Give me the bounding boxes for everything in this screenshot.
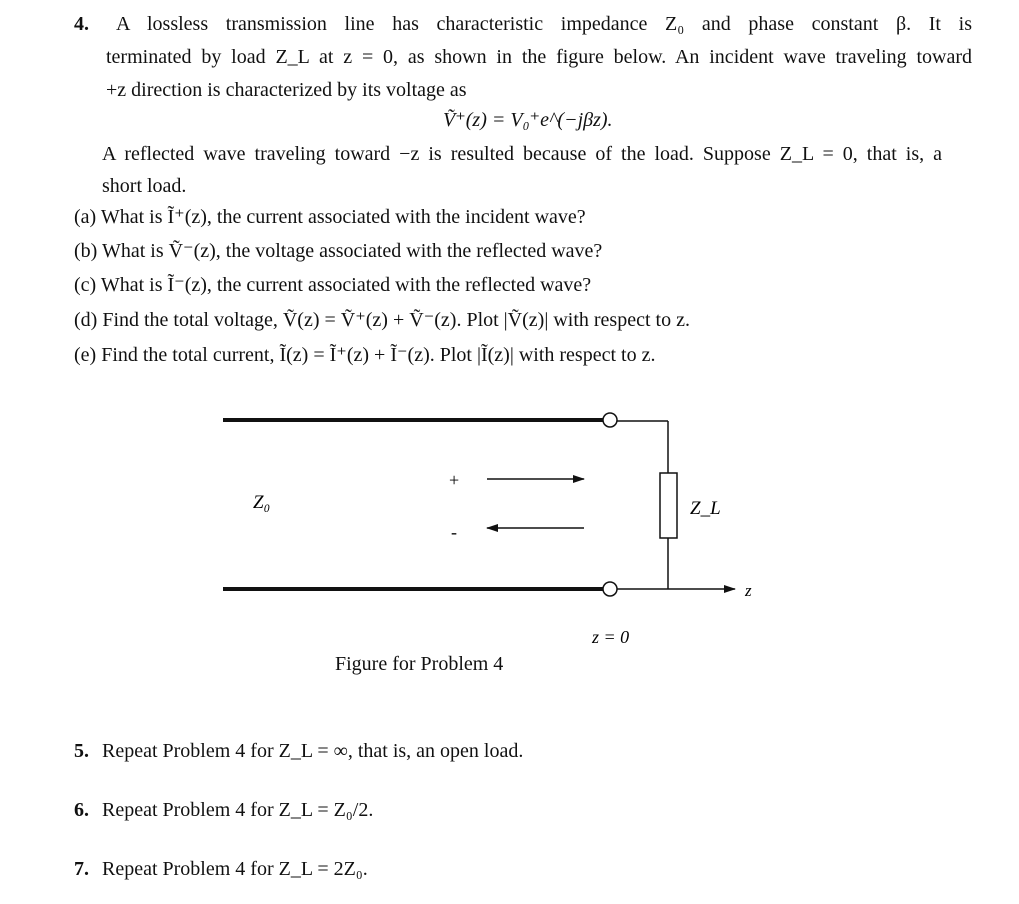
figure-caption: Figure for Problem 4 xyxy=(335,653,504,675)
characteristic-impedance-label: Z₀ xyxy=(253,492,271,513)
problem-6-number: 6. xyxy=(74,799,89,821)
problem-5-number: 5. xyxy=(74,740,89,762)
bottom-terminal xyxy=(603,582,617,596)
minus-sign: - xyxy=(451,522,457,542)
load-impedance-label: Z_L xyxy=(690,498,721,519)
problem-7-number: 7. xyxy=(74,858,89,880)
problem-4-part-e: (e) Find the total current, Ĩ(z) = Ĩ⁺(z) + Ĩ⁻(z). Plot |Ĩ(z)| with respect to z. xyxy=(74,344,656,366)
z-axis-label: z xyxy=(745,581,752,600)
problem-4-intro-line-1: A lossless transmission line has characteristic impedance Z₀ and phase constant β. It is xyxy=(116,13,972,35)
load-resistor xyxy=(660,473,677,538)
problem-4-reflected-line-1: A reflected wave traveling toward −z is resulted because of the load. Suppose Z_L = 0, that is, a xyxy=(102,143,942,165)
problem-4-intro-line-3: +z direction is characterized by its voltage as xyxy=(106,79,467,101)
incident-voltage-equation: Ṽ⁺(z) = V₀⁺e^(−jβz). xyxy=(443,109,613,131)
problem-7-text: Repeat Problem 4 for Z_L = 2Z₀. xyxy=(102,858,368,880)
problem-4-intro-line-2: terminated by load Z_L at z = 0, as shown in the figure below. An incident wave traveling toward xyxy=(106,46,972,68)
problem-4-part-a: (a) What is Ĩ⁺(z), the current associated with the incident wave? xyxy=(74,206,586,228)
problem-4-part-b: (b) What is Ṽ⁻(z), the voltage associated with the reflected wave? xyxy=(74,240,603,262)
origin-label: z = 0 xyxy=(592,627,630,647)
problem-5-text: Repeat Problem 4 for Z_L = ∞, that is, an open load. xyxy=(102,740,524,762)
problem-4-number: 4. xyxy=(74,13,89,35)
top-terminal xyxy=(603,413,617,427)
problem-4-reflected-line-2: short load. xyxy=(102,175,187,197)
plus-sign: + xyxy=(449,470,460,490)
problem-6-text: Repeat Problem 4 for Z_L = Z₀/2. xyxy=(102,799,374,821)
problem-4-part-d: (d) Find the total voltage, Ṽ(z) = Ṽ⁺(z) + Ṽ⁻(z). Plot |Ṽ(z)| with respect to z. xyxy=(74,309,690,331)
problem-4-part-c: (c) What is Ĩ⁻(z), the current associated with the reflected wave? xyxy=(74,274,592,296)
